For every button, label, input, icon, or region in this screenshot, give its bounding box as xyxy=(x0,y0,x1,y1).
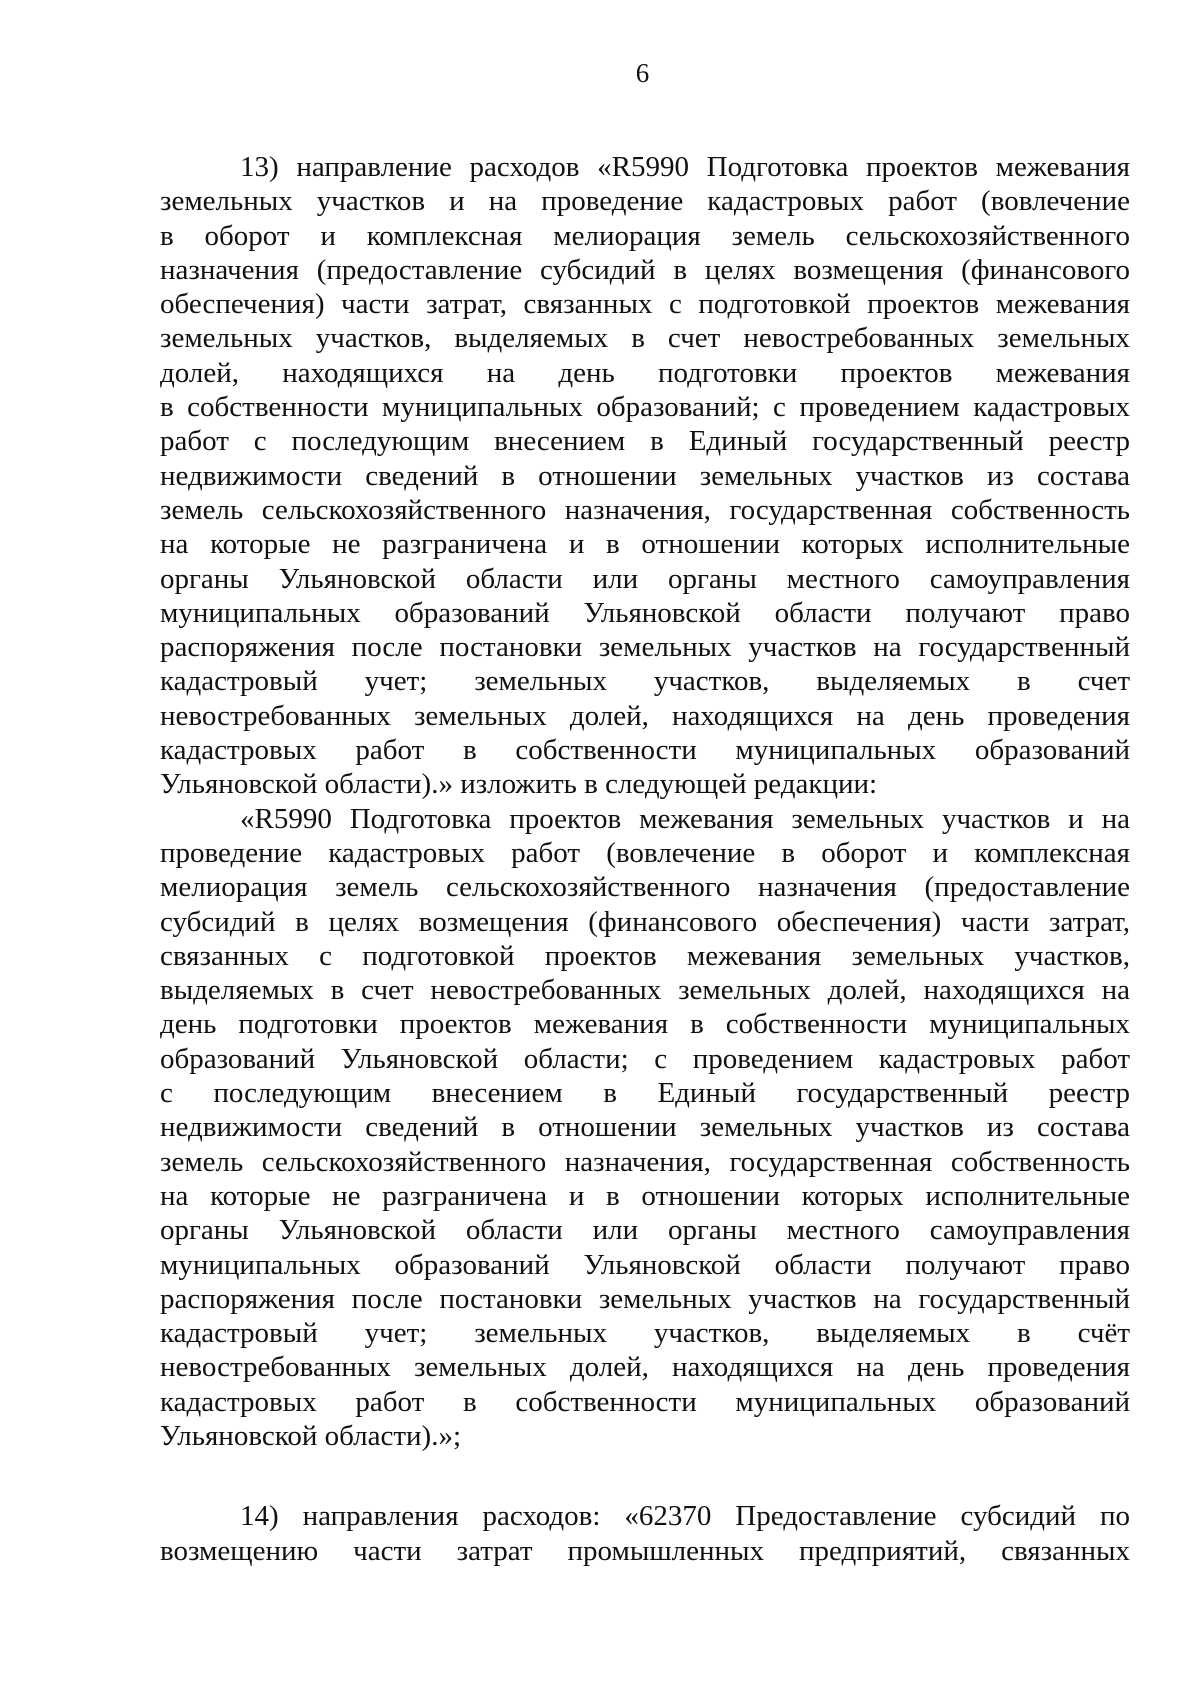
page-number: 6 xyxy=(635,58,650,88)
text-line: обеспечения) части затрат, связанных с подготовкой проектов межевания xyxy=(160,288,1130,321)
text-line: кадастровый учет; земельных участков, выделяемых в счёт xyxy=(160,1317,1130,1350)
text-line: выделяемых в счет невостребованных земельных долей, находящихся на xyxy=(160,974,1130,1007)
text-line: земельных участков, выделяемых в счет невостребованных земельных xyxy=(160,322,1130,355)
text-line: кадастровых работ в собственности муниципальных образований xyxy=(160,1385,1130,1418)
text-line: муниципальных образований Ульяновской области получают право xyxy=(160,596,1130,629)
text-line: долей, находящихся на день подготовки проектов межевания xyxy=(160,356,1130,389)
paragraph-spacer xyxy=(160,1453,1130,1499)
text-line: связанных с подготовкой проектов межевания земельных участков, xyxy=(160,939,1130,972)
text-line: 14) направления расходов: «62370 Предоставление субсидий по xyxy=(240,1500,1130,1533)
text-line: невостребованных земельных долей, находящихся на день проведения xyxy=(160,1351,1130,1384)
text-line: земель сельскохозяйственного назначения, государственная собственность xyxy=(160,1145,1130,1178)
text-line: 13) направление расходов «R5990 Подготовка проектов межевания xyxy=(240,151,1130,183)
paragraph-section-13 xyxy=(160,150,1130,802)
text-line: день подготовки проектов межевания в собственности муниципальных xyxy=(160,1008,1130,1041)
text-line: назначения (предоставление субсидий в целях возмещения (финансового xyxy=(160,253,1130,286)
text-line: распоряжения после постановки земельных участков на государственный xyxy=(160,1282,1130,1315)
text-line: проведение кадастровых работ (вовлечение в оборот и комплексная xyxy=(160,836,1130,869)
text-line: на которые не разграничена и в отношении которых исполнительные xyxy=(160,1179,1130,1212)
text-line: недвижимости сведений в отношении земельных участков из состава xyxy=(160,1111,1130,1144)
text-line: «R5990 Подготовка проектов межевания земельных участков и на xyxy=(240,802,1130,835)
text-line: образований Ульяновской области; с проведением кадастровых работ xyxy=(160,1042,1130,1075)
text-line: с последующим внесением в Единый государственный реестр xyxy=(160,1077,1130,1110)
text-line: муниципальных образований Ульяновской области получают право xyxy=(160,1248,1130,1281)
text-line: на которые не разграничена и в отношении которых исполнительные xyxy=(160,528,1130,561)
text-line: Ульяновской области).» изложить в следующей редакции: xyxy=(160,768,878,801)
text-line: недвижимости сведений в отношении земельных участков из состава xyxy=(160,459,1130,492)
text-line: распоряжения после постановки земельных участков на государственный xyxy=(160,631,1130,664)
text-line: в собственности муниципальных образований; с проведением кадастровых xyxy=(160,391,1130,424)
text-line: кадастровых работ в собственности муниципальных образований xyxy=(160,734,1130,767)
text-line: субсидий в целях возмещения (финансового обеспечения) части затрат, xyxy=(160,905,1130,938)
text-line: мелиорация земель сельскохозяйственного назначения (предоставление xyxy=(160,871,1130,904)
text-line: земель сельскохозяйственного назначения, государственная собственность xyxy=(160,493,1130,526)
text-line: органы Ульяновской области или органы местного самоуправления xyxy=(160,562,1130,595)
paragraph-new-text xyxy=(160,802,1130,1454)
text-line: в оборот и комплексная мелиорация земель сельскохозяйственного xyxy=(160,219,1130,252)
text-line: невостребованных земельных долей, находящихся на день проведения xyxy=(160,699,1130,732)
text-line: возмещению части затрат промышленных предприятий, связанных xyxy=(160,1534,1130,1567)
text-line: Ульяновской области).»; xyxy=(160,1419,462,1452)
document-body xyxy=(160,150,1130,1568)
text-line: земельных участков и на проведение кадастровых работ (вовлечение xyxy=(160,185,1130,218)
text-line: органы Ульяновской области или органы местного самоуправления xyxy=(160,1214,1130,1247)
text-line: работ с последующим внесением в Единый государственный реестр xyxy=(160,425,1130,458)
text-line: кадастровый учет; земельных участков, выделяемых в счет xyxy=(160,665,1130,698)
paragraph-section-14 xyxy=(160,1499,1130,1568)
